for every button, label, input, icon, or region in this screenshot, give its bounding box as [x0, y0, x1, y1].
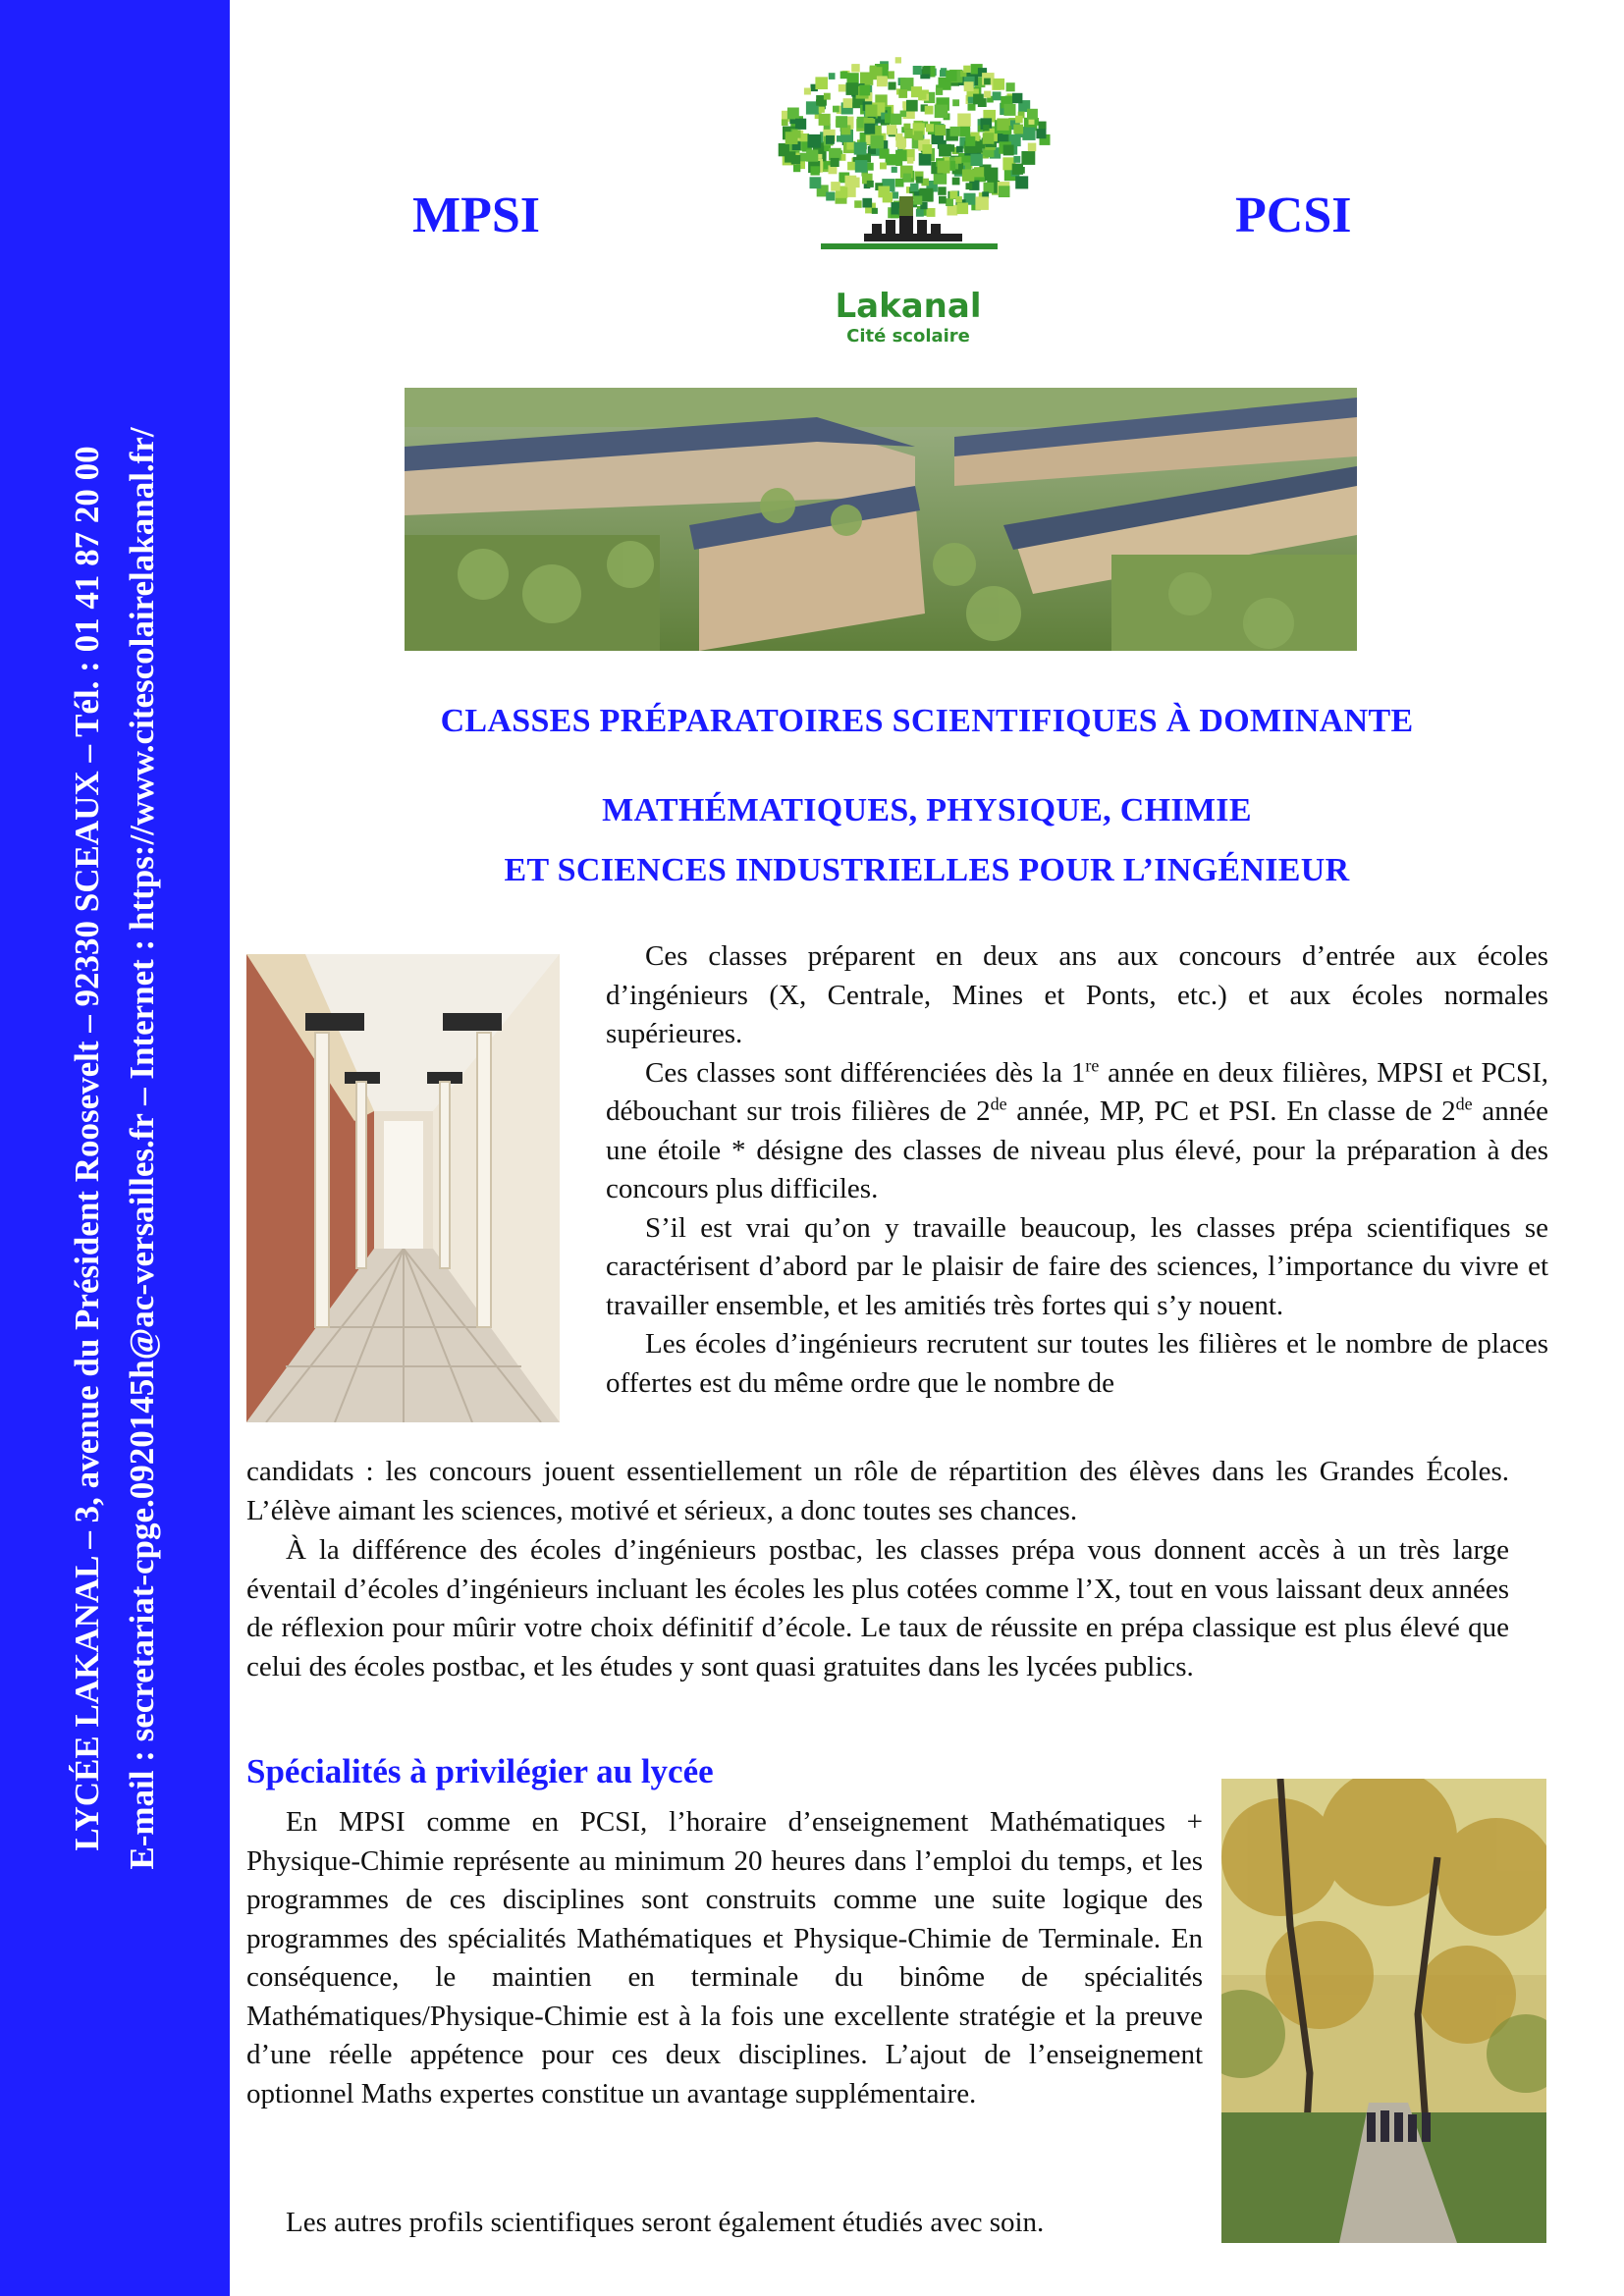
program-pcsi: PCSI — [1235, 187, 1352, 243]
contact-sidebar — [0, 0, 230, 2296]
specialites-p2: Les autres profils scientifiques seront également étudiés avec soin. — [286, 2207, 1045, 2238]
sidebar-contact-text — [60, 20, 170, 2277]
arcade-corridor-photo — [246, 954, 560, 1422]
intro-p5: À la différence des écoles d’ingénieurs postbac, les classes prépa vous donnent accès à un très large éventail d’écoles d’ingénieurs incluant les écoles les plus cotées comme l’X, tout en vous laissant deux années de réflexion pour mûrir votre choix définitif d’école. Le taux de réussite en prépa classique est plus élevé que celui des écoles postbac, et les études y sont quasi gratuites dans les lycées publics. — [246, 1534, 1509, 1682]
campus-aerial-photo — [405, 388, 1357, 651]
title-line-2: MATHÉMATIQUES, PHYSIQUE, CHIMIE — [602, 792, 1252, 828]
logo-subtitle: Cité scolaire — [846, 326, 970, 347]
intro-p2: Ces classes sont différenciées dès la 1re année en deux filières, MPSI et PCSI, débouchant sur trois filières de 2de année, MP, PC et PSI. En classe de 2de année une étoile * désigne des classes de niveau plus élevé, pour la préparation à des concours plus difficiles. — [606, 1054, 1548, 1204]
sidebar-email-web-line: E-mail : secretariat-cpge.0920145h@ac-versailles.fr – Internet : https://www.citescolairelakanal.fr/ — [123, 427, 161, 1870]
intro-paragraphs — [606, 937, 1548, 1403]
sidebar-address-line: LYCÉE LAKANAL – 3, avenue du Président Roosevelt – 92330 SCEAUX – Tél. : 01 41 87 20 00 — [68, 446, 106, 1851]
title-line-1: CLASSES PRÉPARATOIRES SCIENTIFIQUES À DOMINANTE — [440, 703, 1414, 739]
section-heading-specialites: Spécialités à privilégier au lycée — [246, 1752, 714, 1790]
lakanal-logo — [766, 49, 1051, 353]
intro-p4a: Les écoles d’ingénieurs recrutent sur toutes les filières et le nombre de places offertes est du même ordre que le nombre de — [606, 1328, 1548, 1399]
intro-p1: Ces classes préparent en deux ans aux concours d’entrée aux écoles d’ingénieurs (X, Centrale, Mines et Ponts, etc.) et aux écoles normales supérieures. — [606, 940, 1548, 1049]
park-students-photo — [1221, 1779, 1546, 2243]
tree-logo-icon — [766, 49, 1051, 285]
intro-p3: S’il est vrai qu’on y travaille beaucoup, les classes prépa scientifiques se caractérisent d’abord par le plaisir de faire des sciences, l’importance du vivre et travailler ensemble, et les amitiés très fortes qui s’y nouent. — [606, 1211, 1548, 1321]
intro-p4b: candidats : les concours jouent essentiellement un rôle de répartition des élèves dans les Grandes Écoles. L’élève aimant les sciences, motivé et sérieux, a donc toutes ses chances. — [246, 1456, 1509, 1526]
title-line-3: ET SCIENCES INDUSTRIELLES POUR L’INGÉNIEUR — [504, 852, 1350, 888]
specialites-p1: En MPSI comme en PCSI, l’horaire d’enseignement Mathématiques + Physique-Chimie représente au minimum 20 heures dans l’emploi du temps, et les programmes de ces disciplines sont construits comme une suite logique des programmes des spécialités Mathématiques et Physique-Chimie de Terminale. En conséquence, le maintien en terminale du binôme de spécialités Mathématiques/Physique-Chimie est à la fois une excellente stratégie et la preuve d’une réelle appétence pour ces deux disciplines. L’ajout de l’enseignement optionnel Maths expertes constitue un avantage supplémentaire. — [246, 1806, 1203, 2109]
logo-name: Lakanal — [835, 287, 982, 326]
program-mpsi: MPSI — [412, 187, 540, 243]
